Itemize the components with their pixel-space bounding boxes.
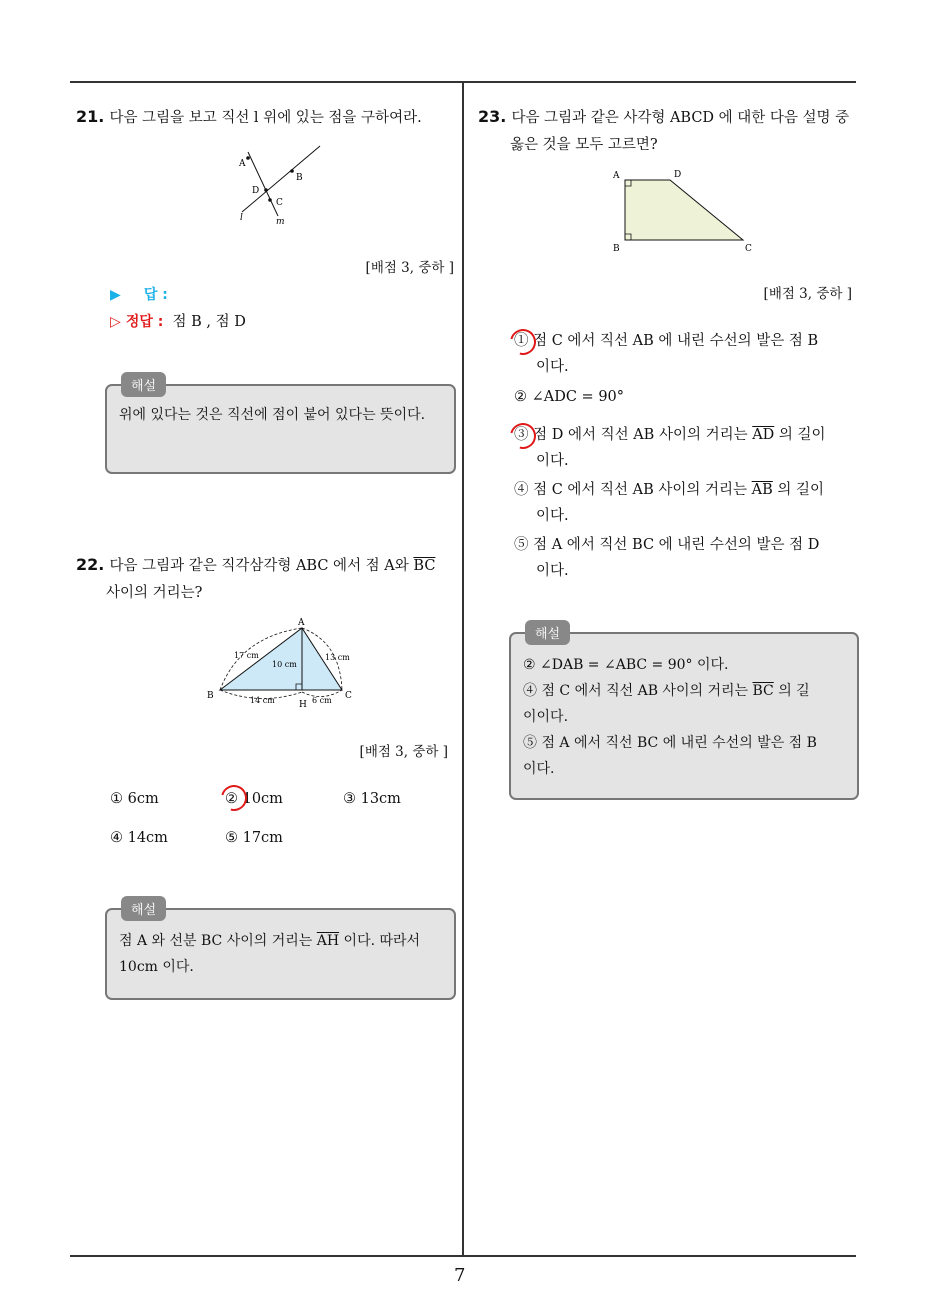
q23-explain-text [523,652,847,782]
label-ah: 10 cm [272,660,297,669]
option-number: ③ [514,427,529,443]
q23-text: 다음 그림과 같은 사각형 ABCD 에 대한 다음 설명 중 [511,110,850,126]
q23-text-line2: 옳은 것을 모두 고르면? [510,137,658,153]
q21-question [76,105,456,132]
q21-answer-row [110,284,168,304]
q21-text: 다음 그림을 보고 직선 l 위에 있는 점을 구하여라. [109,110,422,126]
label-hc: 6 cm [312,696,332,705]
label-m: m [276,217,285,227]
option-text: 의 길이 [772,482,825,498]
option-text: ∠ADC = 90° [531,389,625,405]
label-b: B [296,173,303,183]
q21-correct-label: 정답 : [125,314,164,330]
q22-question [76,553,460,607]
correct-arrow-icon: ▷ [110,314,121,330]
q21-correct-value: 점 B , 점 D [172,314,246,330]
q23-explain-part: 의 길 [773,683,810,699]
q23-number: 23. [478,107,507,126]
option-text-line2: 이다. [536,563,569,579]
option-number: ① [110,791,123,807]
q23-option-1[interactable] [514,328,854,380]
q23-explain-line2 [523,678,847,704]
point-b-dot [290,169,294,173]
q21-answer-label: 답 : [143,287,168,303]
option-text: 10cm [242,791,283,807]
point-a-dot [246,156,250,160]
point-c-dot [268,198,272,202]
q21-score: [배점 3, 중하 ] [365,260,454,276]
q22-number: 22. [76,555,105,574]
option-text: 점 D 에서 직선 AB 사이의 거리는 [533,427,753,443]
bottom-rule [70,1255,856,1257]
q21-explain-text: 위에 있다는 것은 직선에 점이 붙어 있다는 뜻이다. [119,407,426,423]
label-c: C [276,198,283,208]
label-d: D [252,186,260,196]
q23-option-4[interactable] [514,477,854,529]
q21-number: 21. [76,107,105,126]
label-b: B [207,691,214,701]
q22-explain-part: 이다. 따라서 [339,933,421,949]
option-text: 6cm [127,791,159,807]
page-number: 7 [454,1265,466,1286]
q23-option-5[interactable] [514,532,854,584]
q22-explain-line2: 10cm 이다. [119,959,194,975]
q22-option-3[interactable] [343,786,401,812]
q21-correct-row [110,310,246,331]
option-number: ⑤ [514,537,529,553]
option-number: ④ [514,482,529,498]
option-number: ① [514,333,529,349]
label-a: A [613,171,620,181]
q23-explain-line4: ⑤ 점 A 에서 직선 BC 에 내린 수선의 발은 점 B [523,735,817,751]
q21-explain-tag: 해설 [121,372,166,397]
option-number: ② [225,791,238,807]
label-c: C [745,244,752,254]
q23-explain-line5: 이다. [523,761,555,777]
option-text-line2: 이다. [536,359,569,375]
q22-explain-tag: 해설 [121,896,166,921]
q23-question [478,105,858,159]
option-text: 점 C 에서 직선 AB 에 내린 수선의 발은 점 B [533,333,819,349]
option-text: 13cm [360,791,401,807]
option-number: ③ [343,791,356,807]
label-c: C [345,691,352,701]
q22-option-1[interactable] [110,786,159,812]
line-m [248,152,278,216]
option-number: ④ [110,830,123,846]
option-number: ⑤ [225,830,238,846]
q22-explain-segment: $\overline{AH}$ [316,933,340,949]
option-text: 점 C 에서 직선 AB 사이의 거리는 [533,482,752,498]
q22-explanation-box [105,903,456,1000]
q22-option-5[interactable] [225,825,283,851]
option-number: ② [514,389,527,405]
q22-explain-part: 점 A 와 선분 BC 사이의 거리는 [119,933,317,949]
q22-text: 다음 그림과 같은 직각삼각형 ABC 에서 점 A와 [109,558,414,574]
q23-explain-part: ④ 점 C 에서 직선 AB 사이의 거리는 [523,683,753,699]
option-text: 17cm [242,830,283,846]
label-ac: 13 cm [325,653,350,662]
q23-option-3[interactable] [514,422,854,474]
label-b: B [613,244,620,254]
q22-option-4[interactable] [110,825,168,851]
label-bh: 14 cm [250,696,275,705]
q23-score: [배점 3, 중하 ] [763,286,852,302]
point-d-dot [264,188,268,192]
q23-explain-line3: 이이다. [523,709,569,725]
option-text: 의 길이 [774,427,826,443]
option-text-line2: 이다. [536,453,569,469]
q22-figure [200,612,360,712]
option-segment: $\overline{AD}$ [752,427,775,443]
q23-explanation-box [509,627,859,800]
q21-explanation-box [105,379,456,474]
label-ab: 17 cm [234,651,259,660]
label-d: D [674,170,682,180]
q23-explain-line1: ② ∠DAB = ∠ABC = 90° 이다. [523,657,729,673]
column-divider [462,82,464,1257]
q23-explain-tag: 해설 [525,620,570,645]
q22-text-line2: 사이의 거리는? [106,585,203,601]
option-text: 점 A 에서 직선 BC 에 내린 수선의 발은 점 D [533,537,820,553]
q22-score: [배점 3, 중하 ] [359,744,448,760]
quadrilateral-abcd [625,180,743,240]
label-l: l [240,213,243,223]
answer-arrow-icon: ▶ [110,287,121,303]
q23-figure [608,165,768,255]
q23-explain-segment: $\overline{BC}$ [752,683,774,699]
q21-figure [230,140,340,232]
label-a: A [298,618,305,628]
q23-option-2[interactable] [514,384,854,410]
q22-explain-text [119,928,444,980]
option-segment: $\overline{AB}$ [751,482,773,498]
option-text-line2: 이다. [536,508,569,524]
option-text: 14cm [127,830,168,846]
label-h: H [299,700,307,710]
q22-text-segment: $\overline{BC}$ [413,558,436,574]
label-a: A [239,159,246,169]
